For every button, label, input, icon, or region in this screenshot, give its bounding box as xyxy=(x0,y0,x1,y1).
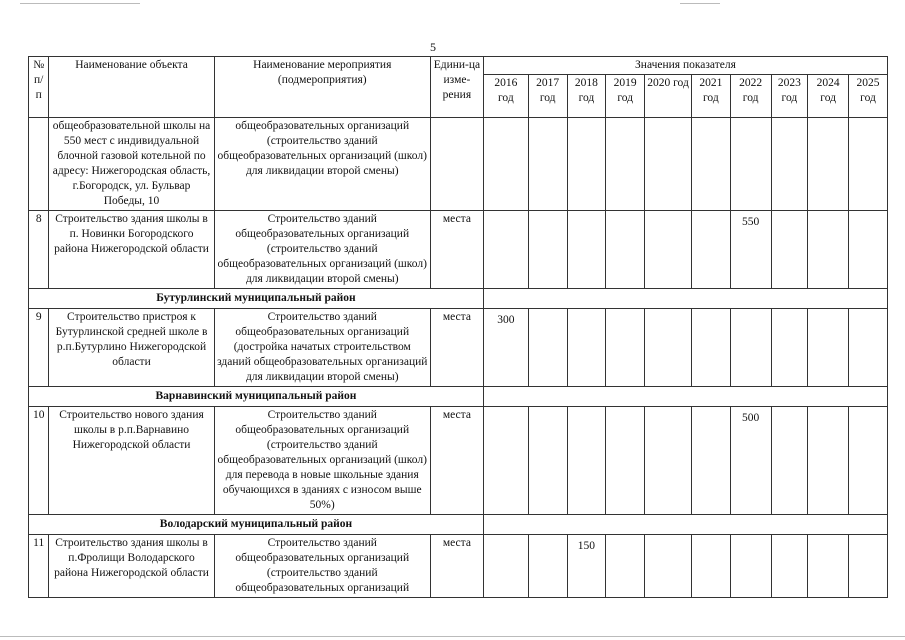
indicators-table xyxy=(28,56,888,598)
value-cell xyxy=(808,309,849,387)
page-number: 5 xyxy=(430,40,436,54)
header-no: № п/п xyxy=(29,57,49,118)
value-cell xyxy=(808,118,849,211)
event-name: Строительство зданий общеобразовательных организаций (достройка начатых строительством зданий общеобразовательных организаций для ликвидации второй смены) xyxy=(214,309,430,387)
table-row xyxy=(29,211,888,289)
header-year: 2018 год xyxy=(567,75,606,118)
row-number: 11 xyxy=(29,535,49,598)
value-cell xyxy=(606,309,645,387)
object-name: Строительство нового здания школы в р.п.Варнавино Нижегородской области xyxy=(49,407,214,515)
value-cell xyxy=(771,407,808,515)
value-cell xyxy=(567,211,606,289)
header-unit: Едини-ца изме-рения xyxy=(430,57,483,118)
value-cell xyxy=(771,211,808,289)
value-cell xyxy=(645,211,692,289)
value-cell xyxy=(691,407,730,515)
unit-cell: места xyxy=(430,309,483,387)
value-cell xyxy=(528,407,567,515)
event-name: Строительство зданий общеобразовательных организаций (строительство зданий общеобразовательных организаций (школ) для ликвидации второй смены) xyxy=(214,211,430,289)
bottom-scan-line xyxy=(0,636,905,637)
value-cell xyxy=(771,118,808,211)
header-row xyxy=(29,57,888,75)
section-row xyxy=(29,289,888,309)
value-cell xyxy=(606,407,645,515)
unit-cell: места xyxy=(430,535,483,598)
top-scan-line xyxy=(20,3,140,4)
value-cell xyxy=(691,118,730,211)
value-cell xyxy=(730,535,771,598)
header-year: 2021 год xyxy=(691,75,730,118)
table-row xyxy=(29,535,888,598)
value-cell xyxy=(808,535,849,598)
row-number: 9 xyxy=(29,309,49,387)
value-cell xyxy=(528,309,567,387)
value-cell: 300 xyxy=(483,309,528,387)
object-name: Строительство здания школы в п. Новинки Богородского района Нижегородской области xyxy=(49,211,214,289)
row-number: 8 xyxy=(29,211,49,289)
row-number: 10 xyxy=(29,407,49,515)
header-year: 2022 год xyxy=(730,75,771,118)
section-title: Бутурлинский муниципальный район xyxy=(29,289,484,309)
value-cell: 150 xyxy=(567,535,606,598)
value-cell xyxy=(483,211,528,289)
value-cell xyxy=(645,407,692,515)
value-cell xyxy=(645,309,692,387)
row-number xyxy=(29,118,49,211)
value-cell xyxy=(645,118,692,211)
value-cell xyxy=(483,407,528,515)
value-cell xyxy=(606,211,645,289)
header-year: 2023 год xyxy=(771,75,808,118)
section-title: Володарский муниципальный район xyxy=(29,515,484,535)
object-name: Строительство пристроя к Бутурлинской средней школе в р.п.Бутурлино Нижегородской области xyxy=(49,309,214,387)
value-cell xyxy=(483,535,528,598)
value-cell xyxy=(730,118,771,211)
unit-cell: места xyxy=(430,407,483,515)
header-values: Значения показателя xyxy=(483,57,887,75)
header-year: 2017 год xyxy=(528,75,567,118)
value-cell xyxy=(808,407,849,515)
header-year: 2019 год xyxy=(606,75,645,118)
value-cell xyxy=(849,407,888,515)
value-cell xyxy=(567,407,606,515)
unit-cell xyxy=(430,118,483,211)
section-values-blank xyxy=(483,515,887,535)
value-cell: 550 xyxy=(730,211,771,289)
value-cell xyxy=(808,211,849,289)
value-cell xyxy=(849,309,888,387)
value-cell xyxy=(691,309,730,387)
header-year: 2020 год xyxy=(645,75,692,118)
section-values-blank xyxy=(483,289,887,309)
section-title: Варнавинский муниципальный район xyxy=(29,387,484,407)
value-cell xyxy=(528,535,567,598)
value-cell xyxy=(567,309,606,387)
top-scan-line xyxy=(680,3,720,4)
value-cell xyxy=(691,535,730,598)
event-name: Строительство зданий общеобразовательных организаций (строительство зданий общеобразовательных организаций (школ) для перевода в новые школьные здания обучающихся в зданиях с износом выше 50%) xyxy=(214,407,430,515)
object-name: общеобразовательной школы на 550 мест с индивидуальной блочной газовой котельной по адресу: Нижегородская область, г.Богородск, ул. Бульвар Победы, 10 xyxy=(49,118,214,211)
value-cell xyxy=(606,118,645,211)
value-cell xyxy=(771,309,808,387)
header-year: 2016 год xyxy=(483,75,528,118)
value-cell xyxy=(849,211,888,289)
value-cell xyxy=(691,211,730,289)
value-cell xyxy=(528,118,567,211)
section-row xyxy=(29,387,888,407)
value-cell: 500 xyxy=(730,407,771,515)
value-cell xyxy=(645,535,692,598)
table-row xyxy=(29,309,888,387)
value-cell xyxy=(771,535,808,598)
value-cell xyxy=(849,118,888,211)
event-name: Строительство зданий общеобразовательных организаций (строительство зданий общеобразовательных организаций xyxy=(214,535,430,598)
header-object: Наименование объекта xyxy=(49,57,214,118)
section-values-blank xyxy=(483,387,887,407)
event-name: общеобразовательных организаций (строительство зданий общеобразовательных организаций (школ) для ликвидации второй смены) xyxy=(214,118,430,211)
header-event: Наименование мероприятия (подмероприятия) xyxy=(214,57,430,118)
value-cell xyxy=(567,118,606,211)
value-cell xyxy=(606,535,645,598)
value-cell xyxy=(483,118,528,211)
header-year: 2025 год xyxy=(849,75,888,118)
table-row xyxy=(29,118,888,211)
section-row xyxy=(29,515,888,535)
value-cell xyxy=(730,309,771,387)
unit-cell: места xyxy=(430,211,483,289)
value-cell xyxy=(849,535,888,598)
value-cell xyxy=(528,211,567,289)
header-year: 2024 год xyxy=(808,75,849,118)
object-name: Строительство здания школы в п.Фролищи Володарского района Нижегородской области xyxy=(49,535,214,598)
table-row xyxy=(29,407,888,515)
